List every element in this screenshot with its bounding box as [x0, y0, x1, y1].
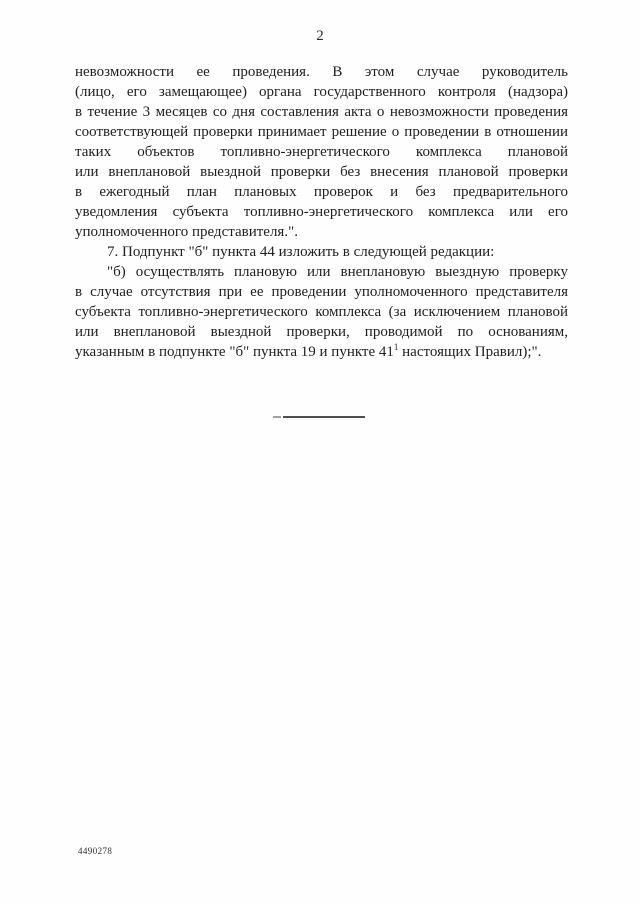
text-line: таких объектов топливно-энергетического комплекса плановой	[75, 144, 568, 160]
text-line-paragraph-end: уполномоченного представителя.".	[75, 224, 298, 240]
text-line: уведомления субъекта топливно-энергетического комплекса или его	[75, 204, 568, 220]
text-line: в ежегодный план плановых проверок и без предварительного	[75, 184, 568, 200]
document-footer-id: 4490278	[78, 846, 113, 856]
text-line-item-7: 7. Подпункт "б" пункта 44 изложить в следующей редакции:	[107, 244, 495, 260]
text-line-with-superscript	[75, 342, 568, 362]
text-line: или внеплановой выездной проверки без внесения плановой проверки	[75, 164, 568, 180]
text-line: в случае отсутствия при ее проведении уполномоченного представителя	[75, 284, 568, 300]
text-line: соответствующей проверки принимает решение о проведении в отношении	[75, 124, 568, 140]
text-line: в течение 3 месяцев со дня составления акта о невозможности проведения	[75, 104, 568, 120]
text-segment: настоящих Правил);".	[398, 344, 542, 360]
text-line: или внеплановой выездной проверки, проводимой по основаниям,	[75, 324, 568, 340]
text-segment: указанным в подпункте "б" пункта 19 и пункте 41	[75, 344, 394, 360]
separator-line	[273, 416, 365, 418]
text-line: (лицо, его замещающее) органа государственного контроля (надзора)	[75, 84, 568, 100]
page-number: 2	[316, 28, 324, 44]
document-text	[75, 62, 568, 362]
text-line: субъекта топливно-энергетического комплекса (за исключением плановой	[75, 304, 568, 320]
text-line: невозможности ее проведения. В этом случае руководитель	[75, 64, 568, 80]
footnote-superscript: 1	[393, 342, 399, 352]
text-line: "б) осуществлять плановую или внеплановую выездную проверку	[107, 264, 568, 280]
